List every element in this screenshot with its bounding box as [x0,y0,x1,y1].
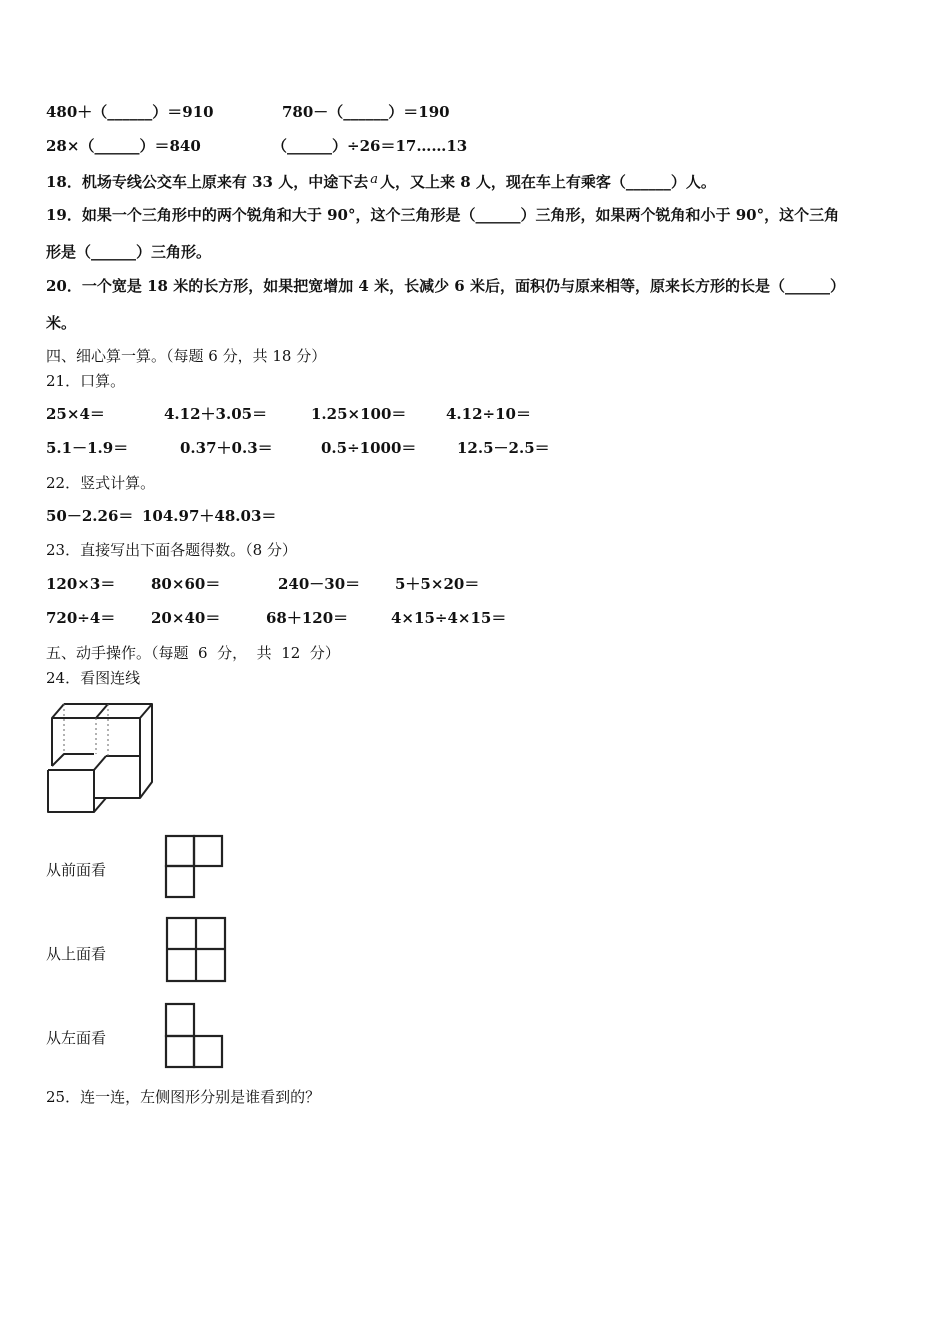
q17-expr-4: （______）÷26＝17……13 [272,137,468,155]
question-23-title: 23．直接写出下面各题得数。（8 分） [46,541,297,559]
q21-item: 4.12÷10＝ [446,405,531,423]
q21-item: 0.37＋0.3＝ [180,439,273,457]
q21-item: 4.12＋3.05＝ [164,405,268,423]
q23-item: 5＋5×20＝ [395,575,480,593]
question-20-line-1: 20．一个宽是 18 米的长方形，如果把宽增加 4 米，长减少 6 米后，面积仍与原来相等，原来长方形的长是（______） [46,277,845,295]
q23-item: 68＋120＝ [266,609,349,627]
q18-variable: a [370,172,378,187]
question-19-line-2: 形是（______）三角形。 [46,243,212,261]
q23-item: 4×15÷4×15＝ [391,609,507,627]
q22-item: 104.97＋48.03＝ [142,507,277,525]
q23-item: 240－30＝ [278,575,361,593]
q22-item: 50－2.26＝ [46,507,134,525]
q17-expr-1: 480＋（______）＝910 [46,103,214,121]
view-shape-1 [163,833,225,901]
question-20-line-2: 米。 [46,314,77,332]
q18-prefix: 18．机场专线公交车上原来有 33 人，中途下去 [46,173,369,191]
question-18 [46,170,716,192]
question-21-title: 21．口算。 [46,372,126,390]
q23-item: 20×40＝ [151,609,221,627]
q21-item: 12.5－2.5＝ [457,439,550,457]
view-label-left: 从左面看 [46,1029,107,1047]
q17-expr-2: 780－（______）＝190 [282,103,450,121]
q21-item: 5.1－1.9＝ [46,439,129,457]
q17-expr-3: 28×（______）＝840 [46,137,201,155]
view-shape-3 [163,1001,225,1071]
q23-item: 80×60＝ [151,575,221,593]
question-24-title: 24．看图连线 [46,669,141,687]
section-5-heading: 五、动手操作。（每题 6 分， 共 12 分） [46,644,340,662]
question-25-title: 25．连一连，左侧图形分别是谁看到的？ [46,1088,321,1106]
q23-item: 120×3＝ [46,575,116,593]
q21-item: 1.25×100＝ [311,405,407,423]
q21-item: 0.5÷1000＝ [321,439,417,457]
q23-item: 720÷4＝ [46,609,116,627]
question-19-line-1: 19．如果一个三角形中的两个锐角和大于 90°，这个三角形是（______）三角形，如果两个锐角和小于 90°，这个三角 [46,206,840,224]
view-label-front: 从前面看 [46,861,107,879]
q18-suffix: 人，又上来 8 人，现在车上有乘客（______）人。 [379,173,716,191]
view-label-top: 从上面看 [46,945,107,963]
section-4-heading: 四、细心算一算。（每题 6 分，共 18 分） [46,347,327,365]
question-22-title: 22．竖式计算。 [46,474,156,492]
view-shape-2 [163,915,229,985]
cube-stack-figure [44,700,160,818]
q21-item: 25×4＝ [46,405,105,423]
